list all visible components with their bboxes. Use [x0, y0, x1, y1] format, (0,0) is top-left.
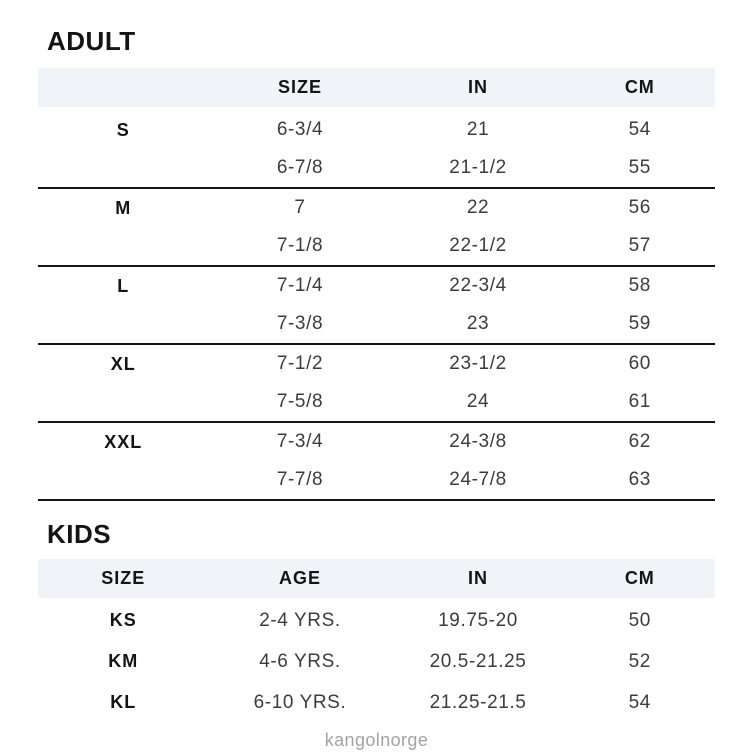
age-value: 6-10 YRS.	[253, 691, 347, 713]
adult-table-body	[38, 107, 715, 501]
inches-value: 21.25-21.5	[429, 691, 527, 713]
table-row	[38, 600, 715, 641]
size-value: 7-3/8	[276, 313, 324, 334]
size-group-m	[38, 189, 715, 267]
kids-size-table	[38, 559, 715, 723]
cm-value: 55	[628, 157, 651, 178]
size-label: L	[117, 275, 130, 296]
size-group-xl	[38, 345, 715, 423]
kids-column-header-size: SIZE	[101, 568, 146, 588]
adult-column-header-size: SIZE	[277, 77, 322, 97]
inches-value: 23	[466, 313, 490, 334]
size-group-s	[38, 111, 715, 189]
size-group-xxl	[38, 423, 715, 501]
size-value: 6-3/4	[276, 119, 324, 140]
kids-heading: KIDS	[47, 519, 112, 549]
cm-value: 59	[628, 313, 651, 334]
kids-size-label: KS	[109, 610, 137, 630]
table-row	[38, 227, 715, 265]
inches-value: 19.75-20	[438, 609, 518, 631]
table-row	[38, 641, 715, 682]
size-value: 7-3/4	[276, 431, 324, 452]
cm-value: 52	[628, 650, 651, 672]
size-value: 7-1/2	[276, 353, 324, 374]
age-value: 4-6 YRS.	[259, 650, 341, 672]
adult-size-table	[38, 68, 715, 501]
footer-brand: kangolnorge	[324, 730, 429, 750]
adult-heading: ADULT	[47, 26, 136, 56]
adult-column-header-cm: CM	[624, 77, 655, 97]
kids-section	[38, 521, 715, 723]
inches-value: 22-3/4	[449, 275, 507, 296]
size-value: 7-7/8	[276, 469, 324, 490]
table-row	[38, 345, 715, 383]
cm-value: 54	[628, 119, 651, 140]
inches-value: 21-1/2	[449, 157, 507, 178]
size-label: M	[115, 197, 132, 218]
inches-value: 24	[466, 391, 490, 412]
kids-column-header-cm: CM	[624, 568, 655, 588]
table-row	[38, 111, 715, 149]
table-row	[38, 149, 715, 187]
size-label: XL	[110, 353, 136, 374]
cm-value: 56	[628, 197, 651, 218]
kids-column-header-in: IN	[468, 568, 489, 588]
adult-section	[38, 28, 715, 501]
kids-table-body	[38, 598, 715, 723]
size-value: 7-1/8	[276, 235, 324, 256]
cm-value: 60	[628, 353, 651, 374]
inches-value: 24-7/8	[449, 469, 507, 490]
cm-value: 54	[628, 691, 651, 713]
size-label: XXL	[104, 431, 143, 452]
adult-table-header	[38, 68, 715, 107]
kids-size-label: KL	[110, 692, 137, 712]
cm-value: 63	[628, 469, 651, 490]
adult-column-header-in: IN	[468, 77, 489, 97]
table-row	[38, 267, 715, 305]
age-value: 2-4 YRS.	[259, 609, 341, 631]
kids-table-header	[38, 559, 715, 598]
inches-value: 20.5-21.25	[429, 650, 527, 672]
kids-column-header-age: AGE	[278, 568, 321, 588]
inches-value: 24-3/8	[449, 431, 507, 452]
size-value: 7-1/4	[276, 275, 324, 296]
size-value: 7	[294, 197, 306, 218]
inches-value: 22-1/2	[449, 235, 507, 256]
size-group-l	[38, 267, 715, 345]
cm-value: 61	[628, 391, 651, 412]
size-value: 6-7/8	[276, 157, 324, 178]
cm-value: 58	[628, 275, 651, 296]
cm-value: 62	[628, 431, 651, 452]
table-row	[38, 305, 715, 343]
table-row	[38, 461, 715, 499]
cm-value: 50	[628, 609, 651, 631]
inches-value: 22	[466, 197, 490, 218]
table-row	[38, 383, 715, 421]
cm-value: 57	[628, 235, 651, 256]
table-row	[38, 682, 715, 723]
table-row	[38, 189, 715, 227]
size-label: S	[116, 119, 130, 140]
table-row	[38, 423, 715, 461]
inches-value: 23-1/2	[449, 353, 507, 374]
size-value: 7-5/8	[276, 391, 324, 412]
inches-value: 21	[466, 119, 490, 140]
kids-size-label: KM	[108, 651, 139, 671]
